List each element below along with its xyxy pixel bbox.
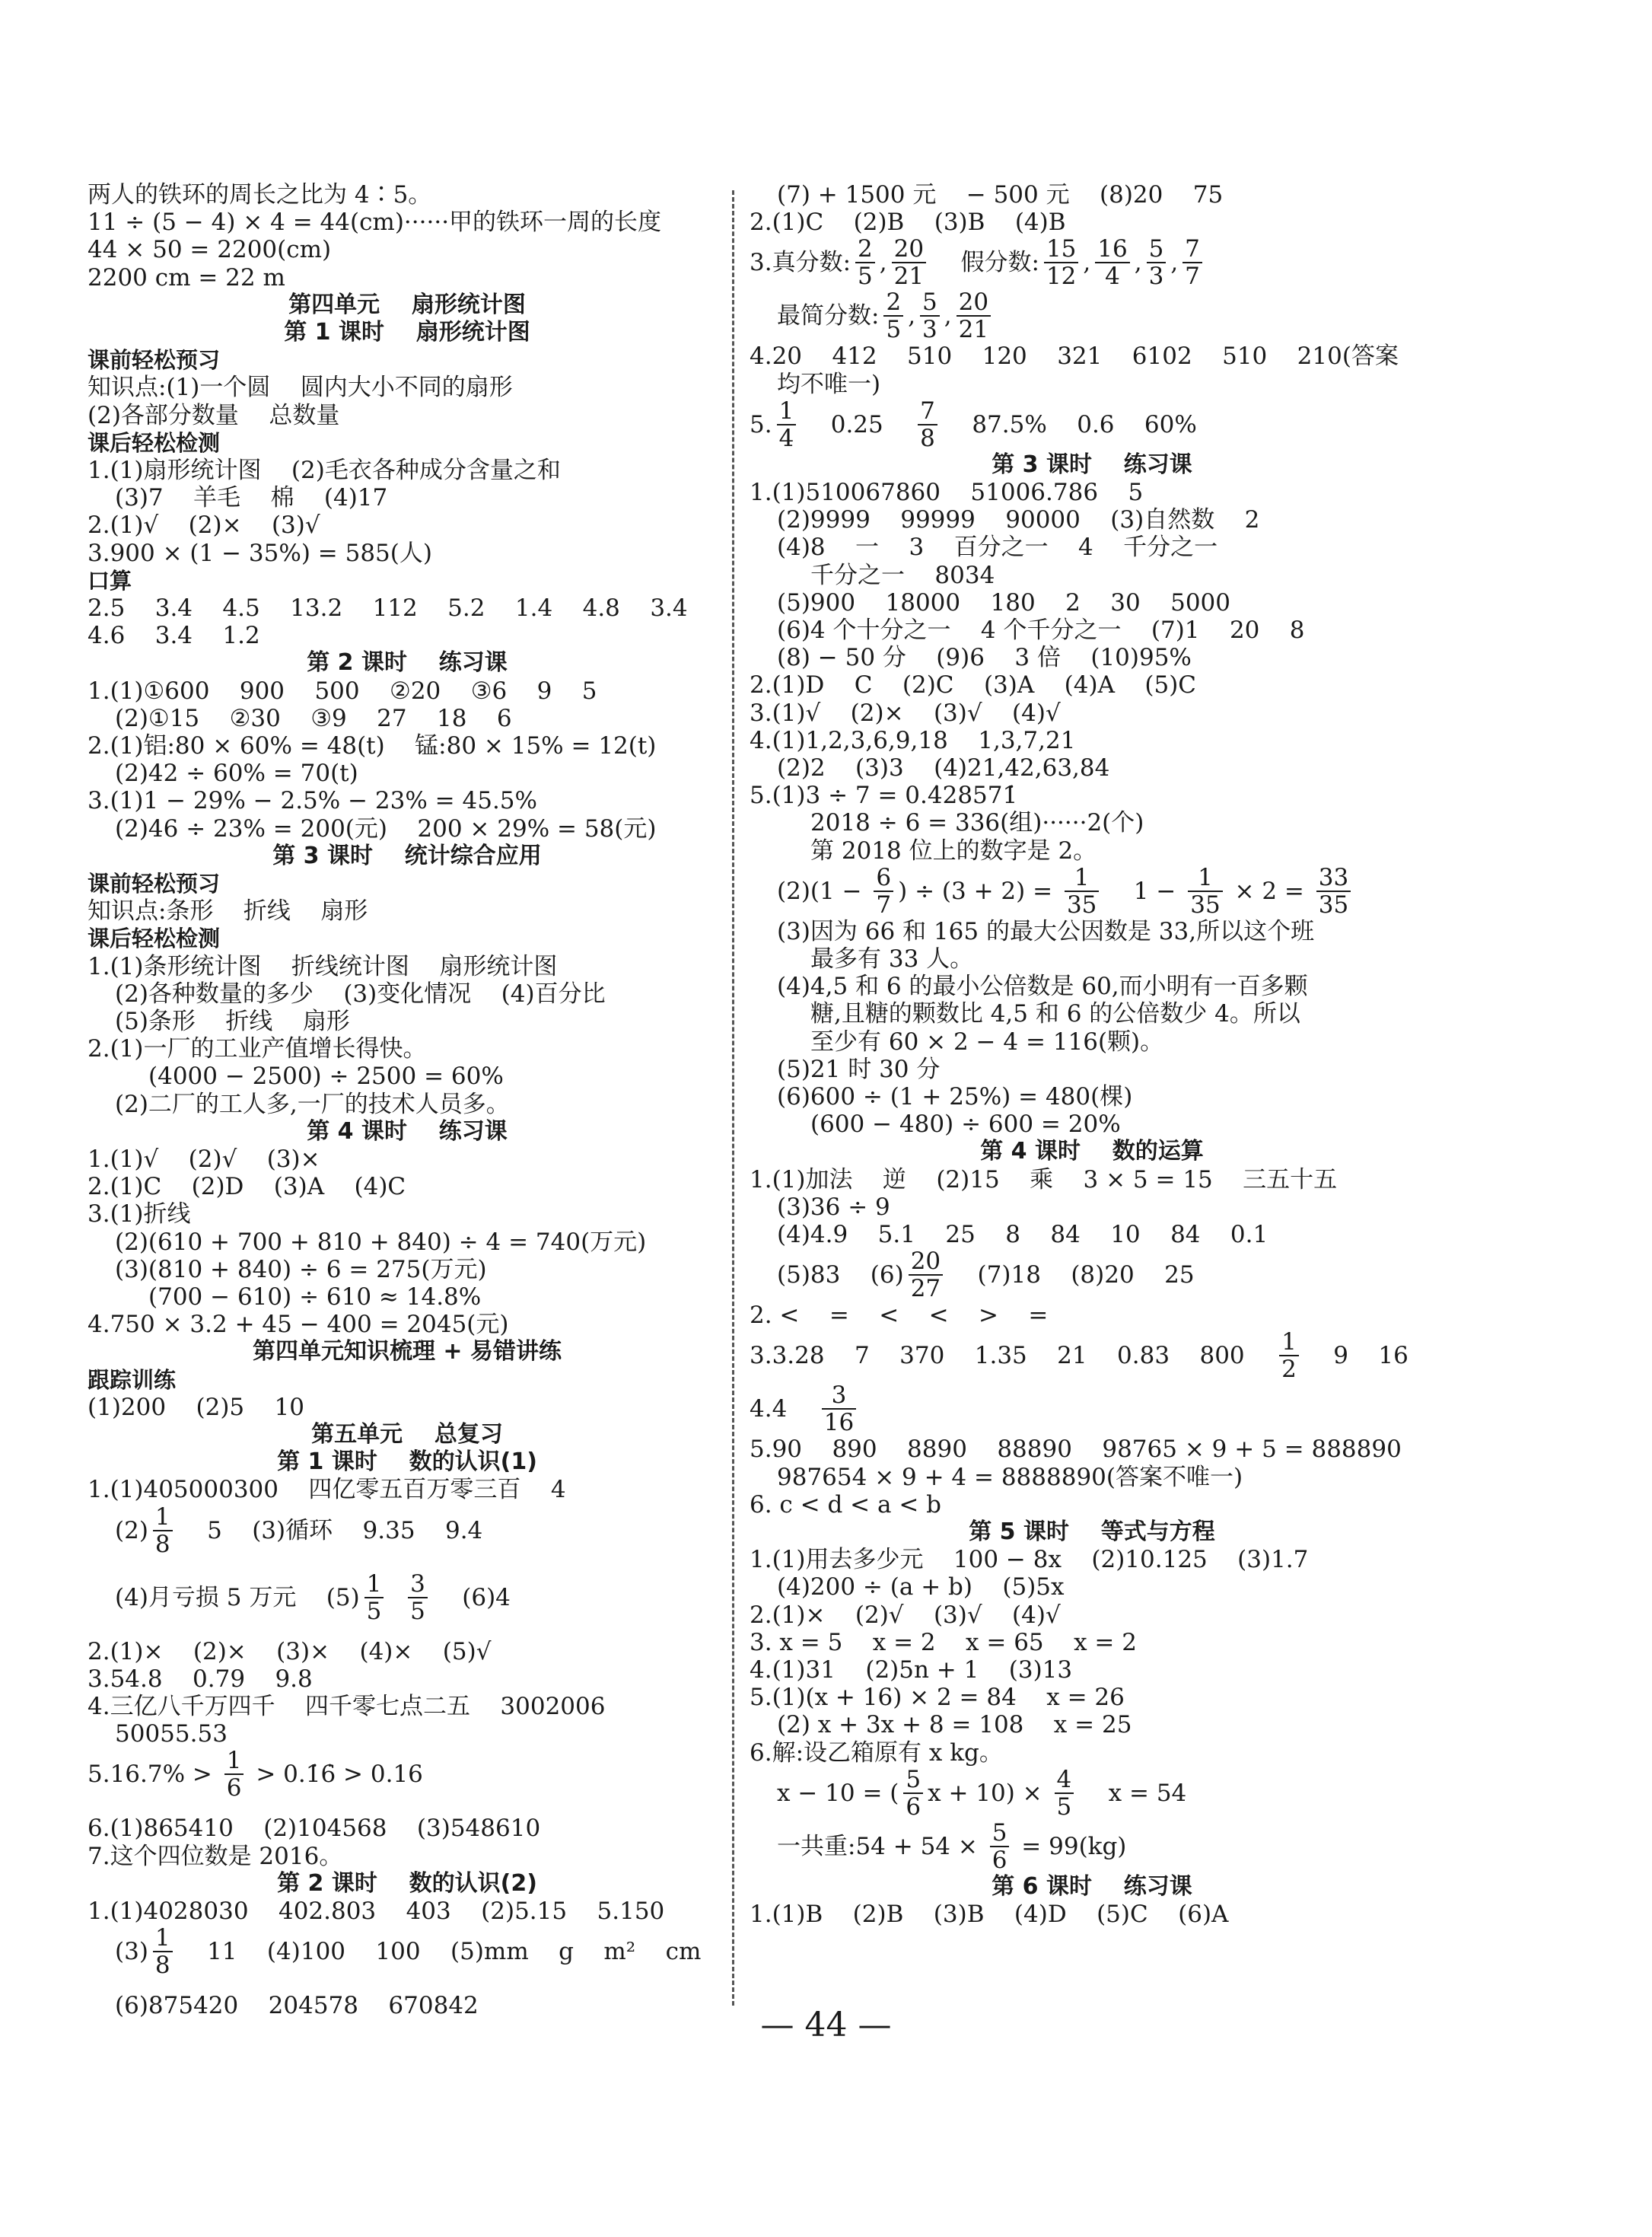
answer-line: 知识点:条形 折线 扇形 (88, 897, 368, 926)
answer-line: (5)条形 折线 扇形 (115, 1008, 350, 1035)
answer-text: = 99(kg) (1014, 1832, 1127, 1860)
fraction-numerator: 7 (1183, 236, 1202, 263)
answer-text: (5)83 (6) (777, 1261, 904, 1289)
lesson-heading: 第 3 课时 练习课 (992, 451, 1192, 478)
section-heading: 课前轻松预习 (88, 871, 221, 897)
fraction-denominator: 35 (1318, 891, 1349, 919)
fraction-numerator: 33 (1316, 865, 1351, 892)
answer-text: > 0.1̇6̇ > 0.16 (248, 1761, 423, 1789)
fraction (153, 1925, 173, 1978)
answer-text (388, 1584, 403, 1611)
answer-line: (5)21 时 30 分 (777, 1055, 941, 1083)
fraction-denominator: 6 (226, 1774, 242, 1802)
answer-line: (7) + 1500 元 − 500 元 (8)20 75 (777, 181, 1224, 209)
fraction-numerator: 5 (903, 1767, 923, 1794)
answer-line: 5.(1)(x + 16) × 2 = 84 x = 26 (750, 1684, 1125, 1712)
answer-line: 6.(1)865410 (2)104568 (3)548610 (88, 1815, 541, 1843)
answer-text: (2) (115, 1516, 148, 1544)
answer-text: 一共重:54 + 54 × (777, 1832, 985, 1860)
answer-line: 44 × 50 = 2200(cm) (88, 236, 332, 264)
fraction (990, 1820, 1010, 1873)
answer-line: 6. c < d < a < b (750, 1490, 942, 1518)
answer-line: (600 − 480) ÷ 600 = 20% (810, 1111, 1121, 1139)
answer-text: 假分数: (931, 249, 1039, 277)
fraction-numerator: 20 (909, 1248, 943, 1276)
answer-text: (3) (115, 1938, 148, 1966)
fraction-denominator: 35 (1190, 891, 1221, 919)
lesson-heading: 第 3 课时 统计综合应用 (272, 842, 542, 869)
answer-line: 2.5 3.4 4.5 13.2 112 5.2 1.4 4.8 3.4 (88, 594, 688, 622)
answer-line: (2)46 ÷ 23% = 200(元) 200 × 29% = 58(元) (115, 814, 657, 843)
lesson-heading: 第五单元 总复习 (311, 1421, 503, 1448)
section-heading: 跟踪训练 (88, 1366, 177, 1393)
answer-line: (2)2 (3)3 (4)21,42,63,84 (777, 754, 1110, 782)
answer-line: 2.(1)√ (2)× (3)√ (88, 511, 320, 540)
answer-line: 2.(1)D C (2)C (3)A (4)A (5)C (750, 671, 1197, 699)
answer-line: 50055.53 (115, 1720, 228, 1748)
answer-line: (700 − 610) ÷ 610 ≈ 14.8% (148, 1283, 482, 1311)
answer-line: 均不唯一) (777, 370, 881, 398)
fraction-denominator: 2 (1281, 1356, 1297, 1384)
answer-line: 4.20 412 510 120 321 6102 510 210(答案 (750, 343, 1399, 371)
answer-line: 至少有 60 × 2 − 4 = 116(颗)。 (810, 1028, 1164, 1056)
fraction (903, 1767, 923, 1820)
answer-line: (3)7 羊毛 棉 (4)17 (115, 484, 388, 512)
fraction (1044, 236, 1078, 289)
fraction-denominator: 35 (1066, 891, 1097, 919)
fraction-numerator: 5 (990, 1820, 1010, 1847)
fraction-numerator: 7 (918, 398, 937, 425)
lesson-heading: 第 1 课时 扇形统计图 (284, 319, 530, 346)
answer-line: 2200 cm = 22 m (88, 263, 285, 292)
answer-text: 3.3.28 7 370 1.35 21 0.83 800 (750, 1342, 1275, 1370)
fraction-numerator: 1 (364, 1571, 384, 1598)
fraction (777, 398, 797, 451)
answer-line: 1.(1)用去多少元 100 − 8x (2)10.125 (3)1.7 (750, 1546, 1309, 1574)
answer-line: 两人的铁环的周长之比为 4∶5。 (88, 181, 432, 209)
fraction-numerator: 20 (892, 236, 926, 263)
answer-line: (2)①15 ②30 ③9 27 18 6 (115, 704, 512, 732)
fraction-numerator: 2 (883, 289, 903, 317)
fraction-denominator: 27 (910, 1275, 941, 1303)
answer-line: 1.(1)√ (2)√ (3)× (88, 1146, 320, 1173)
answer-text: , (1170, 249, 1179, 277)
fraction-denominator: 8 (920, 424, 935, 452)
fraction (822, 1382, 856, 1436)
fraction-denominator: 5 (886, 316, 902, 344)
answer-text: 最简分数: (777, 302, 880, 330)
answer-line: (2)各种数量的多少 (3)变化情况 (4)百分比 (115, 980, 606, 1008)
answer-text: x = 54 (1078, 1779, 1187, 1807)
answer-line: (2)42 ÷ 60% = 70(t) (115, 760, 358, 788)
answer-line: (1)200 (2)5 10 (88, 1393, 304, 1421)
answer-text: , (944, 302, 952, 330)
answer-line: 2.(1)× (2)× (3)× (4)× (5)√ (88, 1637, 492, 1665)
fraction-denominator: 4 (1105, 263, 1120, 291)
fraction (1279, 1329, 1299, 1382)
fraction-numerator: 1 (224, 1748, 244, 1775)
answer-line: 1.(1)405000300 四亿零五百万零三百 4 (88, 1476, 566, 1504)
fraction-numerator: 3 (822, 1382, 856, 1410)
answer-line: 3.(1)折线 (88, 1200, 191, 1228)
answer-line: 5.(1)3 ÷ 7 = 0.4̇28571̇ (750, 782, 1018, 810)
answer-line: (2)(610 + 700 + 810 + 840) ÷ 4 = 740(万元) (115, 1228, 647, 1256)
answer-text: x − 10 = ( (777, 1779, 899, 1807)
fraction-denominator: 6 (906, 1792, 921, 1821)
answer-line: 4.6 3.4 1.2 (88, 622, 260, 650)
fraction-numerator: 1 (1065, 865, 1099, 892)
answer-line: 5.90 890 8890 88890 98765 × 9 + 5 = 888890 (750, 1436, 1402, 1464)
answer-line: (2)二厂的工人多,一厂的技术人员多。 (115, 1090, 510, 1118)
answer-line: 3.(1)√ (2)× (3)√ (4)√ (750, 699, 1061, 727)
fraction (1095, 236, 1129, 289)
fraction (883, 289, 903, 343)
answer-line: 1.(1)4028030 402.803 403 (2)5.15 5.150 (88, 1898, 665, 1925)
fraction (918, 398, 937, 451)
fraction (153, 1504, 173, 1557)
answer-line: (2) x + 3x + 8 = 108 x = 25 (777, 1711, 1132, 1739)
answer-line: 1.(1)510067860 51006.786 5 (750, 479, 1144, 506)
lesson-heading: 第 2 课时 数的认识(2) (277, 1869, 537, 1897)
answer-line: 千分之一 8034 (810, 561, 995, 589)
fraction-denominator: 16 (823, 1409, 855, 1437)
fraction (957, 289, 991, 343)
fraction-denominator: 5 (1056, 1792, 1072, 1821)
fraction-denominator: 5 (366, 1597, 382, 1625)
answer-text: , (1083, 249, 1091, 277)
fraction-numerator: 6 (874, 865, 893, 892)
answer-text: (7)18 (8)20 25 (947, 1261, 1195, 1289)
answer-line: (2)各部分数量 总数量 (88, 401, 340, 429)
answer-line: 7.这个四位数是 2016。 (88, 1842, 343, 1870)
answer-line: 2.(1)C (2)D (3)A (4)C (88, 1173, 406, 1201)
fraction (920, 289, 940, 343)
fraction-denominator: 21 (958, 316, 989, 344)
lesson-heading: 第四单元 扇形统计图 (288, 291, 526, 318)
fraction-denominator: 8 (154, 1952, 170, 1980)
fraction-numerator: 1 (153, 1925, 173, 1952)
fraction-numerator: 3 (408, 1571, 428, 1598)
fraction-numerator: 15 (1044, 236, 1078, 263)
answer-line: 1.(1)①600 900 500 ②20 ③6 9 5 (88, 677, 597, 705)
answer-text: (6)4 (431, 1583, 511, 1611)
answer-line: 3.(1)1 − 29% − 2.5% − 23% = 45.5% (88, 787, 537, 815)
fraction (855, 236, 875, 289)
fraction-numerator: 5 (1147, 236, 1167, 263)
answer-line: 最多有 33 人。 (810, 945, 974, 973)
fraction-numerator: 1 (1188, 865, 1222, 892)
answer-line: 4.(1)31 (2)5n + 1 (3)13 (750, 1656, 1073, 1684)
answer-line: (3)因为 66 和 165 的最大公因数是 33,所以这个班 (777, 917, 1315, 945)
fraction-numerator: 5 (920, 289, 940, 317)
answer-text: 1 − (1103, 877, 1184, 905)
answer-line: (3)(810 + 840) ÷ 6 = 275(万元) (115, 1255, 487, 1283)
answer-line: (4)200 ÷ (a + b) (5)5x (777, 1573, 1065, 1601)
page-number: — 44 — (760, 2006, 892, 2044)
fraction-numerator: 2 (855, 236, 875, 263)
answer-line: (6)4 个十分之一 4 个千分之一 (7)1 20 8 (777, 617, 1305, 644)
answer-line: 4.750 × 3.2 + 45 − 400 = 2045(元) (88, 1311, 509, 1339)
fraction-denominator: 4 (778, 424, 794, 452)
answer-line: 1.(1)条形统计图 折线统计图 扇形统计图 (88, 952, 558, 980)
fraction (1316, 865, 1351, 918)
fraction (1065, 865, 1099, 918)
column-divider (732, 190, 734, 2006)
answer-line: 3.54.8 0.79 9.8 (88, 1665, 313, 1693)
answer-text: x + 10) × (928, 1779, 1050, 1807)
answer-line: 知识点:(1)一个圆 圆内大小不同的扇形 (88, 374, 513, 402)
fraction-numerator: 1 (777, 398, 797, 425)
answer-text: 5. (750, 410, 772, 438)
answer-line: 4.(1)1,2,3,6,9,18 1,3,7,21 (750, 726, 1076, 754)
answer-line: 987654 × 9 + 4 = 8888890(答案不唯一) (777, 1463, 1243, 1491)
section-heading: 课后轻松检测 (88, 429, 221, 456)
answer-line: 2.(1)一厂的工业产值增长得快。 (88, 1035, 427, 1063)
fraction (1055, 1767, 1074, 1820)
fraction (1188, 865, 1222, 918)
answer-text: , (908, 302, 916, 330)
fraction-denominator: 6 (992, 1846, 1007, 1874)
answer-line: 4.三亿八千万四千 四千零七点二五 3002006 (88, 1693, 606, 1720)
fraction-numerator: 1 (1279, 1329, 1299, 1356)
fraction-denominator: 7 (876, 891, 892, 919)
fraction-denominator: 7 (1185, 263, 1200, 291)
answer-text: 11 (4)100 100 (5)mm g m² cm (177, 1938, 702, 1966)
answer-line: (3)36 ÷ 9 (777, 1193, 890, 1221)
fraction-denominator: 3 (922, 316, 937, 344)
answer-line (115, 1925, 701, 1993)
fraction-numerator: 1 (153, 1504, 173, 1531)
section-heading: 口算 (88, 567, 132, 594)
answer-text: ) ÷ (3 + 2) = (898, 877, 1060, 905)
answer-line: 3.900 × (1 − 35%) = 585(人) (88, 539, 432, 567)
fraction-denominator: 21 (893, 263, 925, 291)
answer-text: 5.16.7% > (88, 1761, 220, 1789)
answer-line: 2.(1)铝:80 × 60% = 48(t) 锰:80 × 15% = 12(t) (88, 732, 657, 760)
answer-line (115, 1571, 511, 1640)
fraction (408, 1571, 428, 1624)
answer-line: (6)875420 204578 670842 (115, 1992, 479, 2020)
answer-line: (8) − 50 分 (9)6 3 倍 (10)95% (777, 644, 1192, 672)
answer-line: (4)4.9 5.1 25 8 84 10 84 0.1 (777, 1221, 1268, 1248)
answer-text: (4)月亏损 5 万元 (5) (115, 1583, 360, 1611)
lesson-heading: 第 4 课时 数的运算 (980, 1138, 1204, 1165)
answer-text: , (879, 249, 887, 277)
fraction-denominator: 5 (858, 263, 873, 291)
answer-line: 第 2018 位上的数字是 2。 (810, 836, 1097, 865)
fraction-numerator: 4 (1055, 1767, 1074, 1794)
answer-text: 4.4 (750, 1395, 817, 1423)
answer-line: 3. x = 5 x = 2 x = 65 x = 2 (750, 1628, 1137, 1656)
answer-line (88, 1748, 423, 1816)
answer-line: 1.(1)加法 逆 (2)15 乘 3 × 5 = 15 三五十五 (750, 1165, 1338, 1193)
fraction (874, 865, 893, 918)
answer-line: 1.(1)B (2)B (3)B (4)D (5)C (6)A (750, 1901, 1229, 1928)
answer-line: 11 ÷ (5 − 4) × 4 = 44(cm)······甲的铁环一周的长度 (88, 209, 662, 237)
lesson-heading: 第 5 课时 等式与方程 (969, 1518, 1215, 1545)
fraction-denominator: 5 (410, 1597, 425, 1625)
fraction (1147, 236, 1167, 289)
fraction (224, 1748, 244, 1801)
fraction-numerator: 20 (957, 289, 991, 317)
fraction-numerator: 16 (1095, 236, 1129, 263)
answer-line: 2.(1)× (2)√ (3)√ (4)√ (750, 1601, 1061, 1629)
answer-line: 1.(1)扇形统计图 (2)毛衣各种成分含量之和 (88, 457, 561, 484)
fraction-denominator: 12 (1046, 263, 1077, 291)
answer-text: 87.5% 0.6 60% (941, 410, 1197, 438)
fraction-denominator: 8 (154, 1530, 170, 1558)
lesson-heading: 第 2 课时 练习课 (307, 649, 508, 677)
answer-line: 糖,且糖的颗数比 4,5 和 6 的公倍数少 4。所以 (810, 1000, 1300, 1028)
answer-line (115, 1504, 482, 1573)
fraction (1183, 236, 1202, 289)
lesson-heading: 第四单元知识梳理 + 易错讲练 (252, 1338, 562, 1365)
answer-line: (4000 − 2500) ÷ 2500 = 60% (148, 1063, 504, 1091)
answer-line: (2)9999 99999 90000 (3)自然数 2 (777, 506, 1260, 534)
answer-text: , (1134, 249, 1142, 277)
fraction (364, 1571, 384, 1624)
answer-text: 9 16 (1303, 1342, 1408, 1370)
lesson-heading: 第 1 课时 数的认识(1) (277, 1448, 537, 1476)
section-heading: 课前轻松预习 (88, 347, 221, 374)
answer-line: (6)600 ÷ (1 + 25%) = 480(棵) (777, 1083, 1133, 1111)
answer-text: 3.真分数: (750, 249, 851, 277)
fraction (892, 236, 926, 289)
answer-text: × 2 = (1227, 877, 1312, 905)
answer-line: (4)8 一 3 百分之一 4 千分之一 (777, 534, 1218, 562)
answer-line: 2018 ÷ 6 = 336(组)······2(个) (810, 809, 1144, 837)
section-heading: 课后轻松检测 (88, 926, 221, 952)
answer-text: (2)(1 − (777, 877, 870, 905)
answer-line: (5)900 18000 180 2 30 5000 (777, 588, 1231, 617)
answer-line: 2.(1)C (2)B (3)B (4)B (750, 209, 1066, 237)
lesson-heading: 第 4 课时 练习课 (307, 1117, 508, 1145)
answer-line: (4)4,5 和 6 的最小公倍数是 60,而小明有一百多颗 (777, 973, 1308, 1001)
answer-line: 6.解:设乙箱原有 x kg。 (750, 1738, 1003, 1767)
fraction-denominator: 3 (1148, 263, 1164, 291)
answer-text: 5 (3)循环 9.35 9.4 (177, 1516, 483, 1544)
lesson-heading: 第 6 课时 练习课 (992, 1872, 1192, 1900)
fraction (909, 1248, 943, 1302)
answer-line: 2. < = < < > = (750, 1302, 1049, 1330)
answer-text: 0.25 (801, 410, 914, 438)
